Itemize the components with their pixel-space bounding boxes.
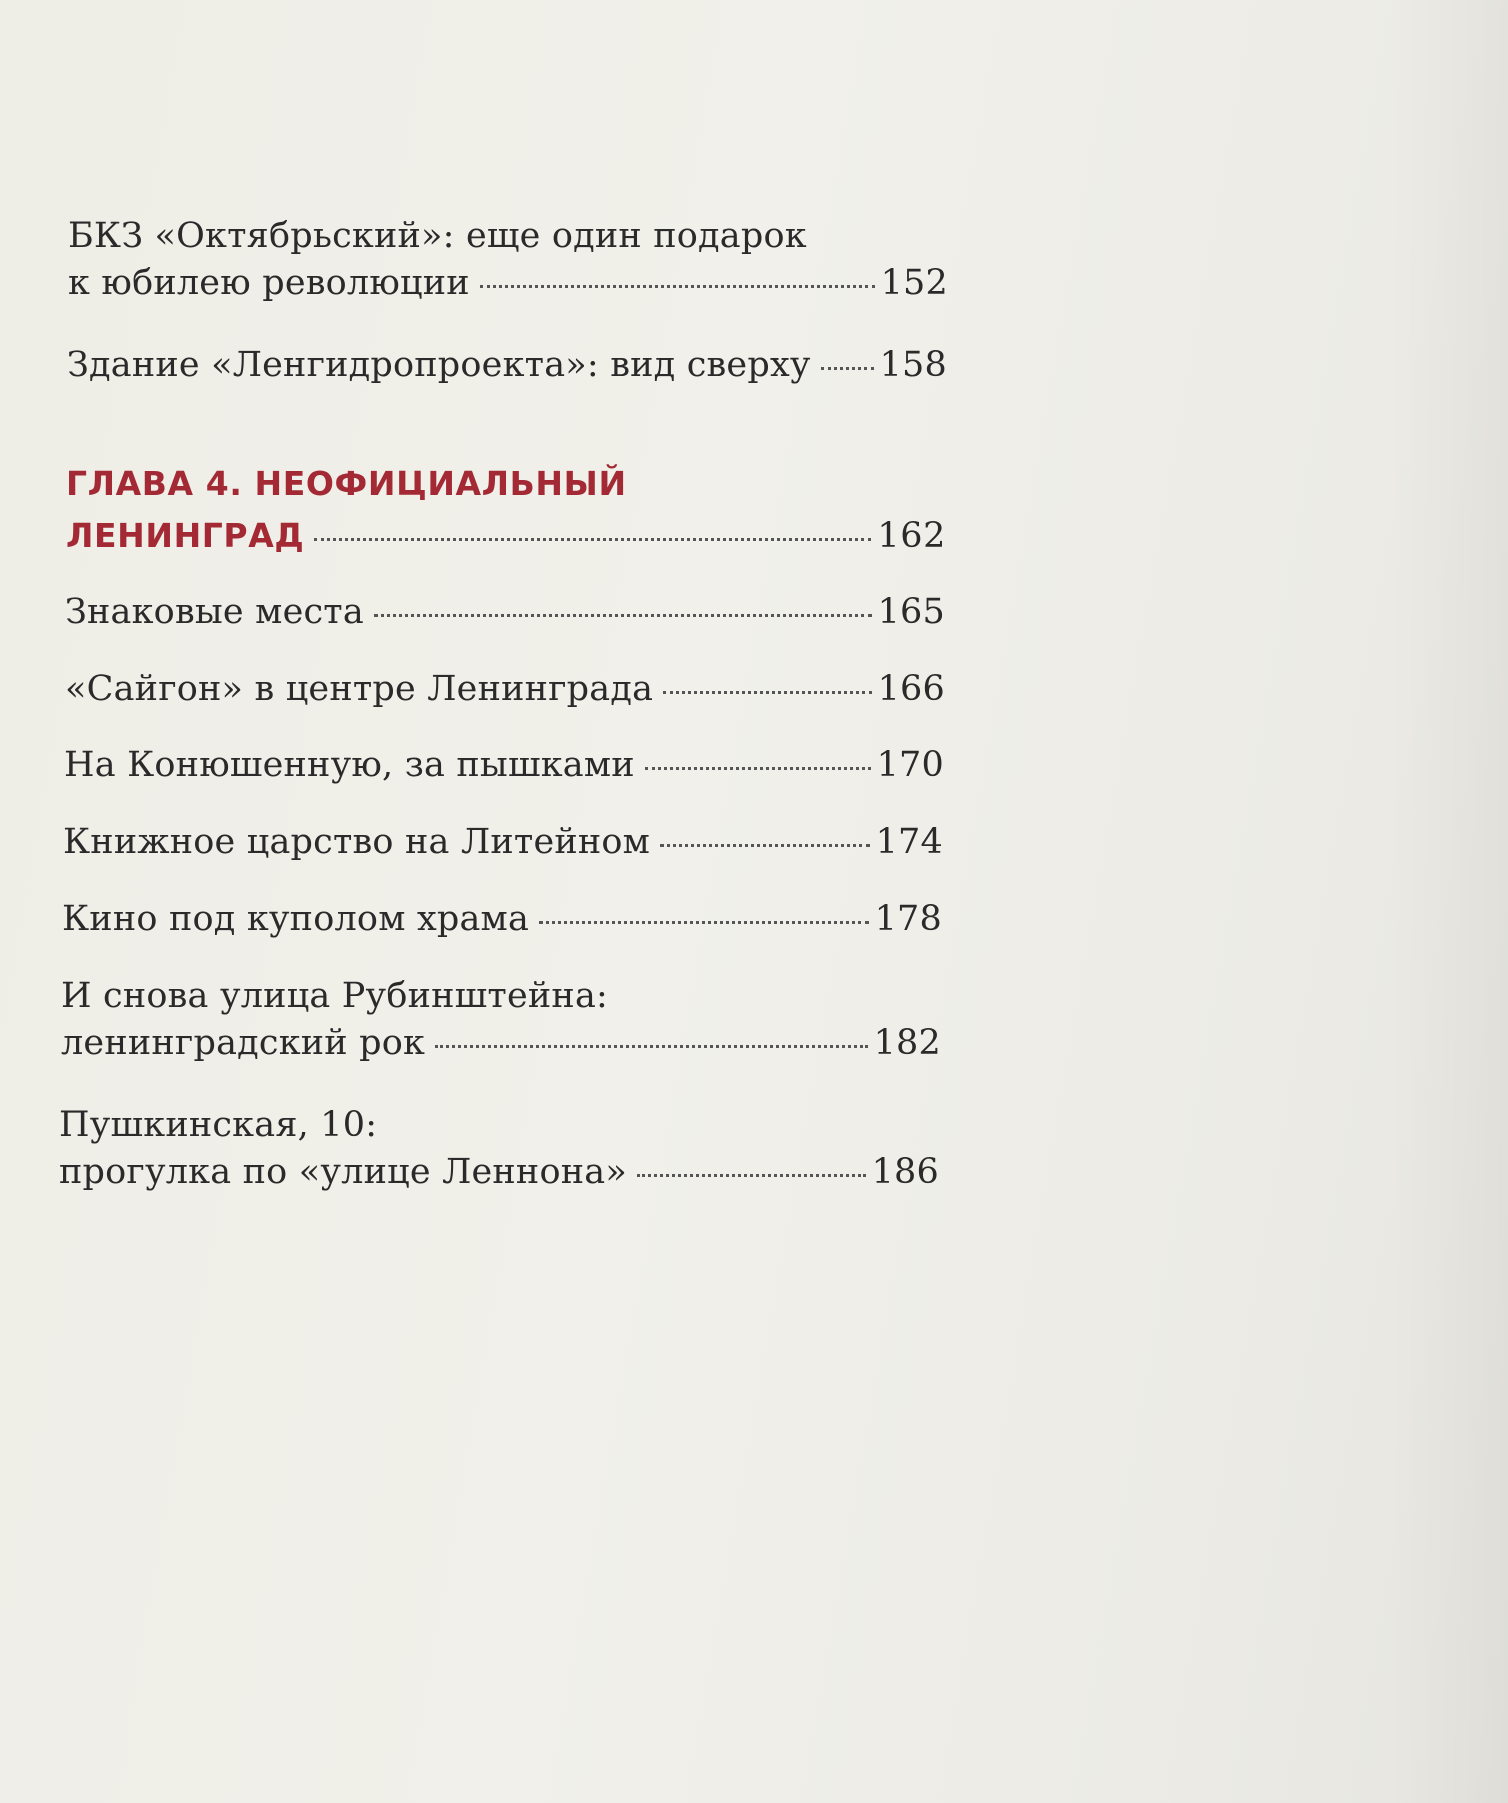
toc-entry-title-line: И снова улица Рубинштейна: bbox=[61, 976, 608, 1016]
chapter-heading-4[interactable] bbox=[66, 458, 946, 562]
toc-entry-title: ленинградский рок bbox=[61, 1023, 426, 1063]
toc-entry-title: к юбилею революции bbox=[68, 263, 470, 303]
page-number: 174 bbox=[875, 822, 943, 862]
toc-entry-166[interactable] bbox=[65, 666, 945, 713]
toc-entry-title-line: Пушкинская, 10: bbox=[59, 1105, 378, 1145]
dot-leader bbox=[480, 285, 875, 288]
page-number: 165 bbox=[877, 592, 945, 632]
page-number: 152 bbox=[880, 263, 948, 303]
page-number: 166 bbox=[877, 669, 945, 709]
dot-leader bbox=[374, 614, 872, 617]
toc-entry-title-line: БКЗ «Октябрьский»: еще один подарок bbox=[68, 216, 807, 256]
dot-leader bbox=[435, 1045, 867, 1048]
page-number: 170 bbox=[876, 745, 944, 785]
toc-entry-title: Здание «Ленгидропроекта»: вид сверху bbox=[67, 345, 811, 385]
toc-entry-title: На Конюшенную, за пышками bbox=[64, 745, 635, 785]
toc-entry-title: прогулка по «улице Леннона» bbox=[59, 1152, 627, 1192]
toc-entry-152[interactable] bbox=[68, 213, 948, 307]
dot-leader bbox=[637, 1174, 866, 1177]
dot-leader bbox=[314, 538, 871, 541]
toc-entry-158[interactable] bbox=[67, 342, 947, 389]
page-number: 178 bbox=[874, 899, 942, 939]
toc-entry-title: Кино под куполом храма bbox=[62, 899, 530, 939]
toc-entry-title: «Сайгон» в центре Ленинграда bbox=[65, 669, 654, 709]
chapter-title: ЛЕНИНГРАД bbox=[66, 516, 305, 555]
toc-entry-174[interactable] bbox=[63, 819, 943, 866]
toc-entry-title: Книжное царство на Литейном bbox=[63, 822, 651, 862]
page-number: 182 bbox=[873, 1023, 941, 1063]
toc-entry-title: Знаковые места bbox=[65, 592, 364, 632]
toc-entry-182[interactable] bbox=[61, 973, 941, 1067]
dot-leader bbox=[645, 767, 871, 770]
chapter-title-line: ГЛАВА 4. НЕОФИЦИАЛЬНЫЙ bbox=[66, 464, 627, 503]
toc-entry-186[interactable] bbox=[59, 1102, 939, 1196]
dot-leader bbox=[539, 921, 869, 924]
toc-entry-170[interactable] bbox=[64, 742, 944, 789]
dot-leader bbox=[663, 691, 871, 694]
dot-leader bbox=[660, 844, 869, 847]
page-number: 158 bbox=[879, 345, 947, 385]
toc-entry-165[interactable] bbox=[65, 589, 945, 636]
page-number: 186 bbox=[871, 1152, 939, 1192]
dot-leader bbox=[821, 367, 874, 370]
toc-entry-178[interactable] bbox=[62, 896, 942, 943]
page-number: 162 bbox=[877, 516, 946, 556]
